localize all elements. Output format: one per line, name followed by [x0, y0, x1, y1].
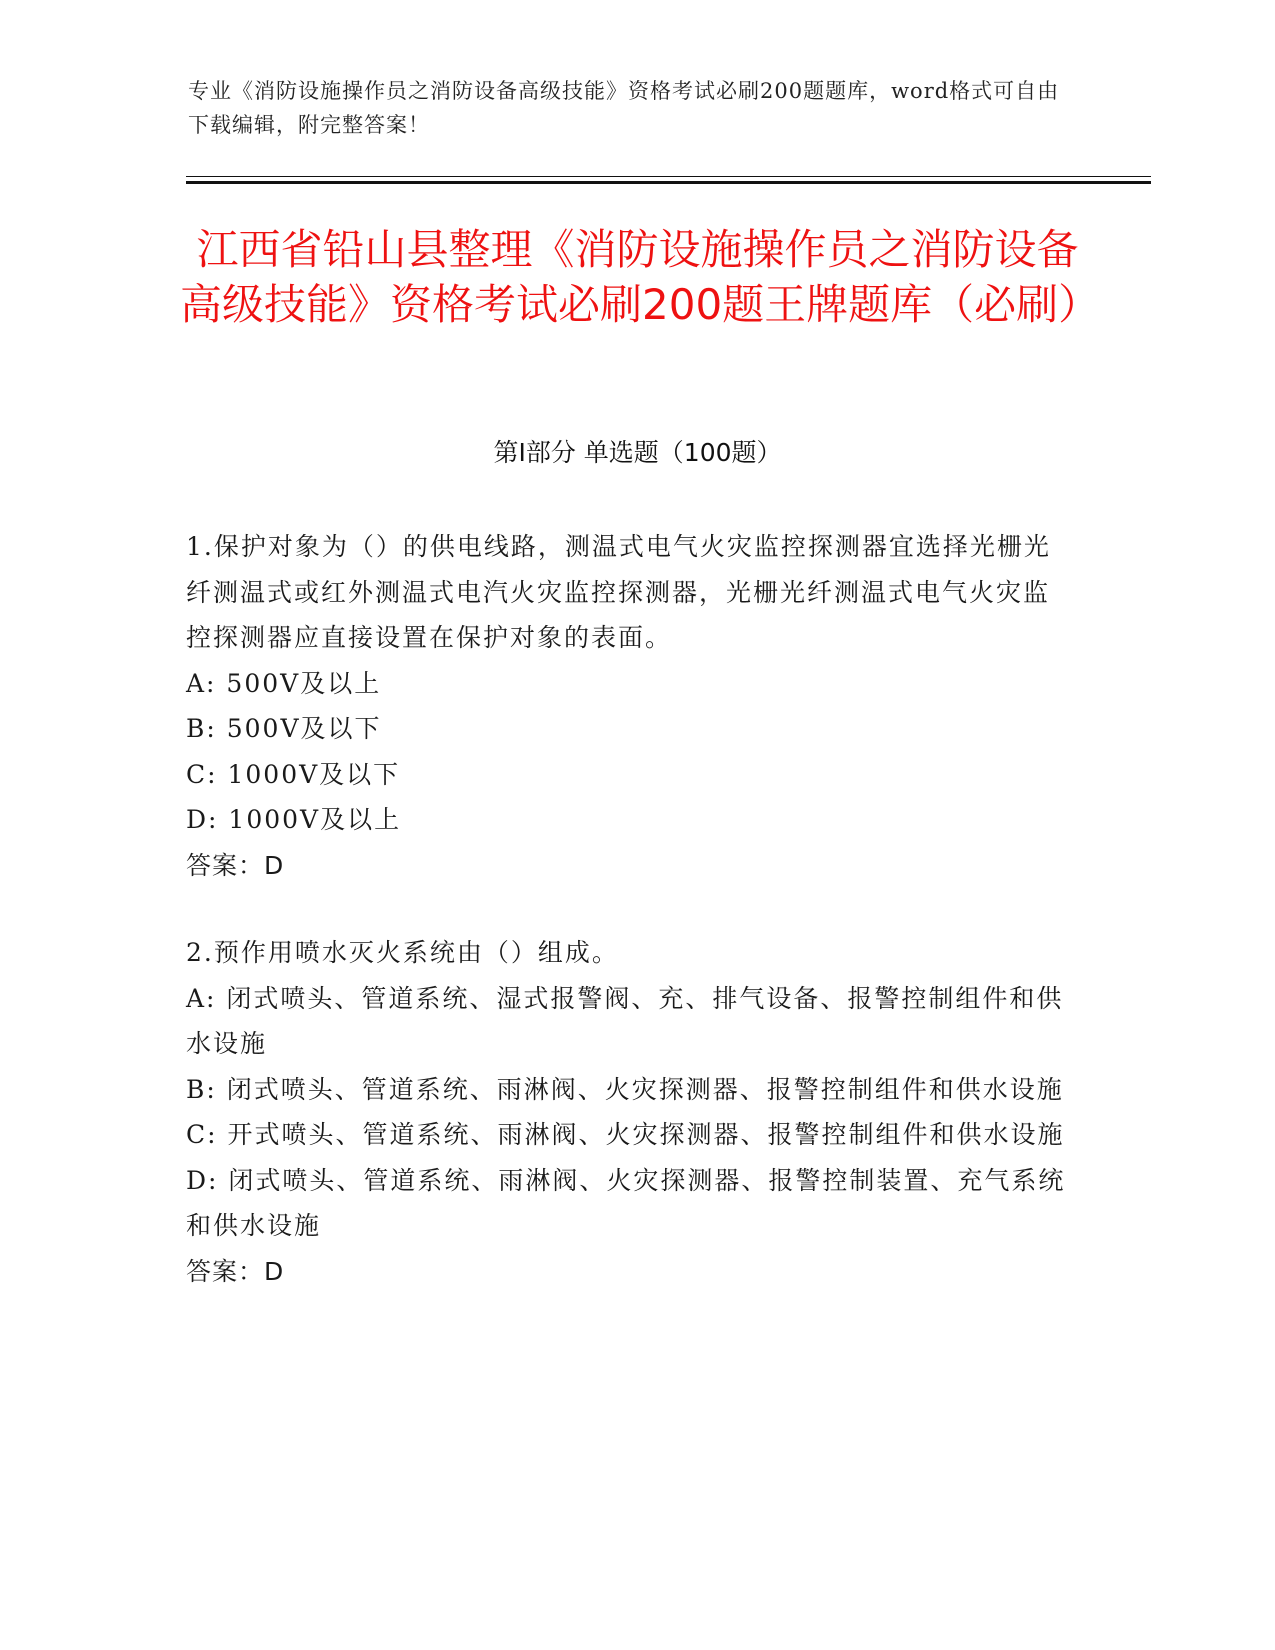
question-2: [186, 930, 1071, 1294]
answer-line: 答案：D: [186, 1256, 285, 1286]
header-note: 专业《消防设施操作员之消防设备高级技能》资格考试必刷200题题库，word格式可自由下载编辑，附完整答案！: [188, 79, 1060, 137]
option-b: B: 500V及以下: [186, 714, 382, 743]
option-d: D: 闭式喷头、管道系统、雨淋阀、火灾探测器、报警控制装置、充气系统和供水设施: [186, 1165, 1066, 1240]
option-c: C: 1000V及以下: [186, 759, 401, 789]
option-c: C: 开式喷头、管道系统、雨淋阀、火灾探测器、报警控制组件和供水设施: [186, 1120, 1065, 1149]
section-title: 第Ⅰ部分 单选题（100题）: [493, 438, 782, 467]
question-stem: 1.保护对象为（）的供电线路，测温式电气火灾监控探测器宜选择光栅光纤测温式或红外测温式电汽火灾监控探测器，光栅光纤测温式电气火灾监控探测器应直接设置在保护对象的表面。: [186, 532, 1051, 652]
option-d: D: 1000V及以上: [186, 805, 402, 834]
option-b: B: 闭式喷头、管道系统、雨淋阀、火灾探测器、报警控制组件和供水设施: [186, 1074, 1064, 1104]
option-a: A: 闭式喷头、管道系统、湿式报警阀、充、排气设备、报警控制组件和供水设施: [186, 983, 1064, 1058]
header-divider-thick: [186, 181, 1151, 184]
question-1: [186, 524, 1071, 888]
answer-line: 答案：D: [186, 850, 285, 880]
header-divider-thin: [186, 176, 1151, 177]
document-title: 江西省铅山县整理《消防设施操作员之消防设备高级技能》资格考试必刷200题王牌题库（必刷）: [180, 225, 1101, 329]
question-stem: 2.预作用喷水灭火系统由（）组成。: [186, 938, 619, 967]
option-a: A: 500V及以上: [186, 668, 382, 698]
